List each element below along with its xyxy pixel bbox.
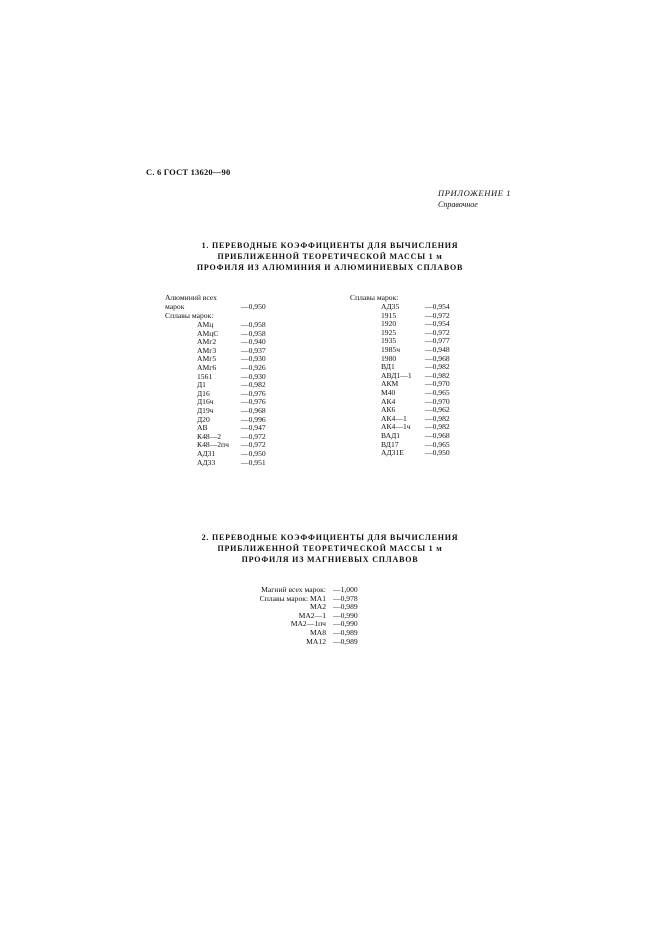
alloy-name: АМг2 — [197, 337, 217, 347]
alloy-name: АД33 — [197, 457, 216, 467]
alloy-name: Д1 — [197, 380, 206, 390]
section1-title — [130, 240, 530, 273]
alloy-name: МА2—1пч — [290, 619, 326, 629]
section1-left-column: Алюминий всех марок —0,950 Сплавы марок: АМц —0,958 АМцС —0,958 АМг2 —0,940 АМг3 —0,937 АМг5 —0,930 АМг6 —0,926 1561 —0,930 Д1 —0,982 Д16 —0,976 Д16ч —0,976 Д19ч —0,968 Д20 —0,996 АВ —0,947 К48—2 —0,972 К48—2пч —0,972 АД31 —0,950 АД33 —0,951 — [165, 293, 266, 467]
coefficient-value: —0,940 — [241, 337, 266, 347]
alloy-name: АК6 — [381, 405, 396, 415]
alloy-name: АМг5 — [197, 354, 217, 364]
alloy-name: Д16ч — [197, 397, 214, 407]
alloy-name: 1925 — [381, 327, 397, 337]
section2-title-line: ПРОФИЛЯ ИЗ МАГНИЕВЫХ СПЛАВОВ — [241, 555, 419, 564]
coefficient-value: —0,990 — [333, 610, 358, 620]
section2-title-line: ПРИБЛИЖЕННОЙ ТЕОРЕТИЧЕСКОЙ МАССЫ 1 м — [217, 544, 443, 553]
coefficient-value: —0,982 — [425, 370, 450, 380]
coefficient-value: —1,000 — [333, 585, 358, 594]
alloy-name: МА12 — [306, 636, 326, 646]
coefficient-value: —0,968 — [425, 431, 450, 440]
alloy-name: АВД1—1 — [381, 370, 412, 380]
coefficient-value: —0,976 — [241, 388, 266, 398]
alloy-name: Магний всех марок: — [261, 585, 326, 594]
section1-title-line: ПРОФИЛЯ ИЗ АЛЮМИНИЯ И АЛЮМИНИЕВЫХ СПЛАВОВ — [196, 263, 464, 272]
alloy-name: ВАД1 — [381, 431, 401, 440]
coefficient-value: —0,972 — [425, 310, 450, 320]
coefficient-value: —0,978 — [333, 593, 358, 603]
appendix-title: ПРИЛОЖЕНИЕ 1 — [438, 188, 512, 198]
appendix-subtitle: Справочное — [438, 200, 478, 209]
alloy-name: 1561 — [197, 371, 213, 381]
coefficient-value: —0,926 — [241, 363, 266, 372]
alloy-name: АК4—1 — [381, 413, 407, 423]
coefficient-value: —0,954 — [425, 319, 450, 329]
section1-title-line: 1. ПЕРЕВОДНЫЕ КОЭФФИЦИЕНТЫ ДЛЯ ВЫЧИСЛЕНИЯ — [201, 241, 459, 250]
coefficient-value: —0,972 — [241, 431, 266, 441]
coefficient-value: —0,982 — [425, 422, 450, 432]
alloy-name: ВД1 — [381, 362, 395, 372]
coefficient-value: —0,989 — [333, 602, 358, 612]
alloy-name: 1920 — [381, 319, 397, 329]
alloy-name: АК4—1ч — [381, 422, 411, 432]
coefficient-value: —0,972 — [425, 327, 450, 337]
alloy-name: АК4 — [381, 396, 396, 406]
coefficient-value: —0,950 — [241, 449, 266, 458]
alloy-name: 1980 — [381, 353, 397, 363]
coefficient-value: —0,950 — [425, 448, 450, 458]
coefficient-value: —0,982 — [425, 362, 450, 372]
alloy-name: АВ — [197, 423, 208, 433]
alloy-name: АМг6 — [197, 363, 217, 372]
coefficient-value: —0,948 — [425, 345, 450, 354]
coefficient-value: —0,968 — [425, 353, 450, 363]
coefficient-value: —0,930 — [241, 354, 266, 364]
coefficient-value: —0,951 — [241, 457, 266, 467]
alloy-name: Д20 — [197, 414, 210, 424]
coefficient-value: —0,968 — [241, 406, 266, 415]
alloy-name: Сплавы марок: МА1 — [259, 593, 326, 603]
coefficient-value: —0,990 — [333, 619, 358, 629]
coefficient-value: —0,962 — [425, 405, 450, 415]
alloy-name: АД31 — [197, 449, 216, 458]
section1-title-line: ПРИБЛИЖЕННОЙ ТЕОРЕТИЧЕСКОЙ МАССЫ 1 м — [217, 252, 443, 261]
section2-title-line: 2. ПЕРЕВОДНЫЕ КОЭФФИЦИЕНТЫ ДЛЯ ВЫЧИСЛЕНИЯ — [201, 533, 459, 542]
alloy-name: АД35 — [381, 302, 400, 311]
coefficient-value: —0,958 — [241, 320, 266, 329]
section2-list — [230, 586, 380, 656]
coefficient-value: —0,982 — [241, 380, 266, 390]
alloy-name: 1985ч — [381, 345, 401, 354]
alloy-name: ВД17 — [381, 439, 399, 449]
alloy-name: АД31Е — [381, 448, 404, 458]
coefficient-value: —0,982 — [425, 413, 450, 423]
coefficient-value: —0,965 — [425, 439, 450, 449]
coefficient-value: —0,970 — [425, 379, 450, 389]
coefficient-value: —0,958 — [241, 328, 266, 338]
coefficient-value: —0,937 — [241, 345, 266, 355]
alloy-name: МА2 — [309, 602, 326, 612]
page-header: С. 6 ГОСТ 13620—90 — [146, 167, 231, 177]
coefficient-value: —0,947 — [241, 423, 266, 433]
coefficient-value: —0,977 — [425, 336, 450, 346]
alloy-name: АМц — [197, 320, 214, 329]
coefficient-value: —0,930 — [241, 371, 266, 381]
alloy-name: 1915 — [381, 310, 397, 320]
alloy-name: Д19ч — [197, 406, 214, 415]
alloy-name: 1935 — [381, 336, 397, 346]
coefficient-value: —0,954 — [425, 302, 450, 311]
coefficient-value: —0,976 — [241, 397, 266, 407]
alloy-name: МА8 — [309, 628, 326, 637]
alloy-name: АМцС — [197, 328, 219, 338]
alloy-name: М40 — [381, 388, 396, 397]
section2-title — [130, 532, 530, 565]
coefficient-value: —0,989 — [333, 636, 358, 646]
coefficient-value: —0,970 — [425, 396, 450, 406]
coefficient-value: —0,972 — [241, 440, 266, 450]
coefficient-value: —0,996 — [241, 414, 266, 424]
alloy-name: К48—2 — [197, 431, 222, 441]
alloy-name: АКМ — [381, 379, 399, 389]
coefficient-value: —0,965 — [425, 388, 450, 397]
alloy-name: Д16 — [197, 388, 210, 398]
alloy-name: МА2—1 — [298, 610, 326, 620]
alloy-name: К48—2пч — [197, 440, 229, 450]
alloy-name: АМг3 — [197, 345, 217, 355]
section1-right-column: Сплавы марок: АД35 —0,954 1915 —0,972 1920 —0,954 1925 —0,972 1935 —0,977 1985ч —0,948 1980 —0,968 ВД1 —0,982 АВД1—1 —0,982 АКМ —0,970 М40 —0,965 АК4 —0,970 АК6 —0,962 АК4—1 —0,982 АК4—1ч —0,982 ВАД1 —0,968 ВД17 —0,965 АД31Е —0,950 — [350, 293, 450, 458]
coefficient-value: —0,989 — [333, 628, 358, 637]
